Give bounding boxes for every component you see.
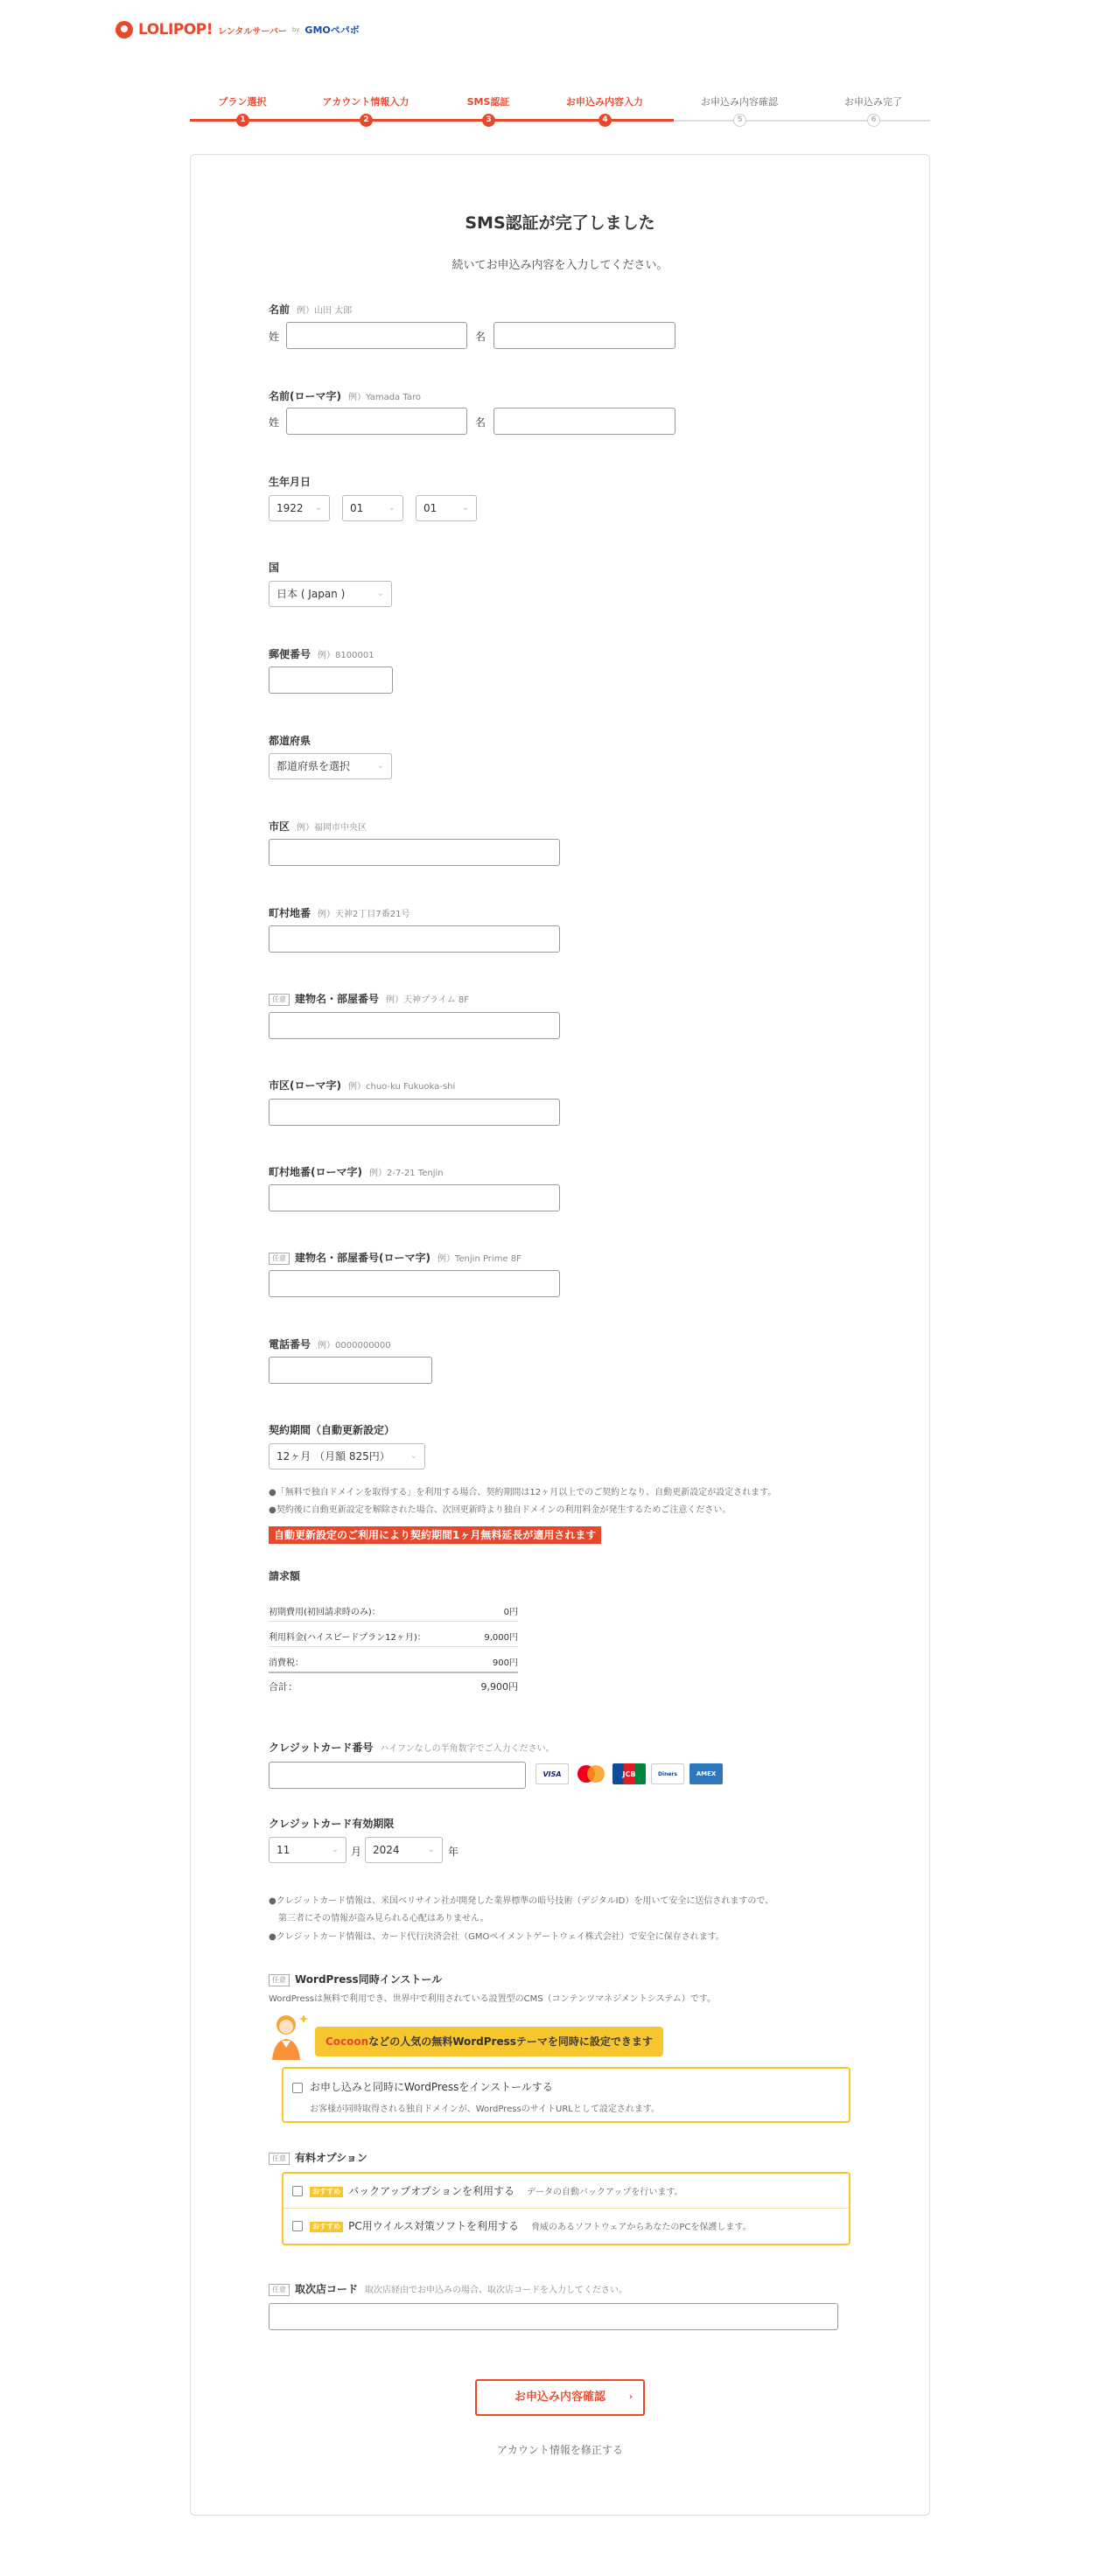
city-label: 市区 例）福岡市中央区	[269, 820, 368, 833]
town-label: 町村地番 例）天神2丁目7番21号	[269, 907, 410, 919]
billing-row: 消費税： 900円	[269, 1655, 518, 1673]
chevron-down-icon: ⌄	[388, 503, 396, 513]
step-2-dot: 2	[360, 114, 373, 127]
country-select[interactable]: 日本 ( Japan ) ⌄	[269, 581, 392, 607]
optional-badge: 任意	[269, 994, 290, 1006]
contract-select[interactable]: 12ヶ月 （月額 825円） ⌄	[269, 1443, 425, 1470]
town-roma-input[interactable]	[269, 1184, 560, 1211]
expiry-year-select[interactable]: 2024 ⌄	[365, 1837, 443, 1863]
chevron-down-icon: ⌄	[410, 1451, 417, 1461]
building-input[interactable]	[269, 1012, 560, 1039]
step-4-dot: 4	[598, 114, 612, 127]
chevron-down-icon: ⌄	[427, 1845, 435, 1854]
pref-label: 都道府県	[269, 735, 312, 747]
page-title: SMS認証が完了しました	[465, 213, 655, 233]
chevron-right-icon: ›	[628, 2392, 633, 2402]
logo-by: by	[291, 26, 300, 33]
chevron-down-icon: ⌄	[376, 761, 384, 771]
option-backup-checkbox[interactable]	[292, 2186, 303, 2196]
assistant-avatar-icon	[269, 2011, 309, 2060]
pref-select[interactable]: 都道府県を選択 ⌄	[269, 753, 392, 779]
optional-badge: 任意	[269, 1253, 290, 1265]
step-3: SMS認証	[466, 96, 510, 108]
page-subtitle: 続いてお申込み内容を入力してください。	[452, 259, 668, 272]
step-6-dot: 6	[867, 114, 880, 127]
logo-gmo: GMOペパボ	[304, 24, 360, 36]
recommend-badge: おすすめ	[310, 2222, 343, 2232]
options-box	[282, 2172, 850, 2245]
last-name-input[interactable]	[286, 322, 467, 349]
expiry-label: クレジットカード有効期限	[269, 1818, 395, 1830]
optional-badge: 任意	[269, 1974, 290, 1986]
billing-row: 利用料金(ハイスピードプラン12ヶ月)： 9,000円	[269, 1630, 518, 1647]
zip-label: 郵便番号 例）8100001	[269, 648, 374, 660]
wordpress-desc: WordPressは無料で利用でき、世界中で利用されている設置型のCMS（コンテンツマネジメントシステム）です。	[269, 1994, 716, 2004]
chevron-down-icon: ⌄	[376, 589, 384, 598]
progress-steps	[190, 94, 930, 129]
wordpress-banner: Cocoonなどの人気の無料WordPressテーマを同時に設定できます	[315, 2027, 663, 2056]
option-antivirus-row[interactable]	[284, 2209, 849, 2244]
billing-label: 請求額	[269, 1570, 301, 1582]
wordpress-install-label[interactable]: お申し込みと同時にWordPressをインストールする	[310, 2081, 553, 2093]
step-4: お申込み内容入力	[566, 96, 643, 108]
steps-line-todo	[674, 120, 930, 122]
step-6: お申込み完了	[844, 96, 902, 108]
first-name-roma-input[interactable]	[494, 408, 676, 435]
building-roma-input[interactable]	[269, 1270, 560, 1297]
modify-account-link[interactable]: アカウント情報を修正する	[497, 2444, 623, 2456]
step-2: アカウント情報入力	[322, 96, 410, 108]
logo-sub: レンタルサーバー	[217, 26, 287, 37]
building-label: 任意 建物名・部屋番号 例）天神プライム 8F	[269, 991, 469, 1006]
agency-label: 任意 取次店コード 取次店経由でお申込みの場合、取次店コードを入力してください。	[269, 2281, 627, 2296]
name-roma-mei-label: 名	[475, 416, 486, 429]
wordpress-install-box[interactable]	[282, 2067, 850, 2123]
option-backup-row[interactable]	[284, 2174, 849, 2209]
first-name-input[interactable]	[494, 322, 676, 349]
expiry-note-1b: 第三者にその情報が盗み見られる心配はありません。	[278, 1914, 489, 1923]
birth-day-select[interactable]: 01 ⌄	[416, 495, 477, 521]
town-roma-label: 町村地番(ローマ字) 例）2-7-21 Tenjin	[269, 1166, 444, 1178]
wordpress-install-checkbox[interactable]	[292, 2083, 303, 2093]
expiry-note-1: ●クレジットカード情報は、米国ベリサイン社が開発した業界標準の暗号技術（デジタルID）を用いて安全に送信されますので、	[269, 1896, 774, 1906]
recommend-badge: おすすめ	[310, 2187, 343, 2197]
step-5-dot: 5	[733, 114, 746, 127]
name-roma-label: 名前(ローマ字) 例）Yamada Taro	[269, 390, 421, 402]
step-5: お申込み内容確認	[701, 96, 778, 108]
chevron-down-icon: ⌄	[331, 1845, 339, 1854]
diners-icon: Diners	[651, 1763, 684, 1784]
optional-badge: 任意	[269, 2153, 290, 2165]
card-number-label: クレジットカード番号 ハイフンなしの半角数字でご入力ください。	[269, 1742, 555, 1754]
logo-icon	[116, 21, 133, 38]
contract-note-1: ●「無料で独自ドメインを取得する」を利用する場合、契約期間は12ヶ月以上でのご契約となり、自動更新設定が設定されます。	[269, 1488, 777, 1497]
billing-row: 初期費用(初回請求時のみ)： 0円	[269, 1604, 518, 1622]
name-label: 名前 例）山田 太郎	[269, 304, 353, 316]
name-sei-label: 姓	[269, 331, 280, 343]
expiry-month-select[interactable]: 11 ⌄	[269, 1837, 346, 1863]
last-name-roma-input[interactable]	[286, 408, 467, 435]
options-label: 任意 有料オプション	[269, 2150, 368, 2165]
step-3-dot: 3	[482, 114, 495, 127]
option-antivirus-checkbox[interactable]	[292, 2221, 303, 2231]
step-1-dot: 1	[236, 114, 249, 127]
town-input[interactable]	[269, 925, 560, 953]
card-number-input[interactable]	[269, 1762, 526, 1789]
zip-input[interactable]	[269, 667, 393, 694]
logo[interactable]	[116, 19, 360, 40]
jcb-icon: JCB	[612, 1763, 646, 1784]
chevron-down-icon: ⌄	[314, 503, 322, 513]
city-roma-label: 市区(ローマ字) 例）chuo-ku Fukuoka-shi	[269, 1079, 456, 1092]
name-roma-sei-label: 姓	[269, 416, 280, 429]
birth-month-select[interactable]: 01 ⌄	[342, 495, 403, 521]
step-1: プラン選択	[218, 96, 267, 108]
billing-total: 合計： 9,900円	[269, 1681, 518, 1693]
wordpress-install-sub: お客様が同時取得される独自ドメインが、WordPressのサイトURLとして設定されます。	[310, 2105, 661, 2114]
card-brands	[536, 1763, 723, 1784]
optional-badge: 任意	[269, 2284, 290, 2296]
logo-text: LOLIPOP!	[138, 21, 213, 38]
country-label: 国	[269, 562, 280, 574]
agency-code-input[interactable]	[269, 2303, 838, 2330]
visa-icon: VISA	[536, 1763, 569, 1784]
amex-icon: AMEX	[690, 1763, 723, 1784]
mastercard-icon	[574, 1763, 607, 1784]
wordpress-label: 任意 WordPress同時インストール	[269, 1972, 442, 1986]
expiry-note-2: ●クレジットカード情報は、カード代行決済会社（GMOペイメントゲートウェイ株式会社）で安全に保存されます。	[269, 1932, 724, 1942]
contract-promo-badge: 自動更新設定のご利用により契約期間1ヶ月無料延長が適用されます	[269, 1526, 601, 1544]
city-input[interactable]	[269, 839, 560, 866]
birth-year-select[interactable]: 1922 ⌄	[269, 495, 330, 521]
phone-input[interactable]	[269, 1357, 432, 1384]
chevron-down-icon: ⌄	[461, 503, 469, 513]
option-backup-label[interactable]: おすすめ バックアップオプションを利用する データの自動バックアップを行います。	[310, 2183, 683, 2198]
expiry-month-unit: 月	[351, 1846, 362, 1858]
phone-label: 電話番号 例）0000000000	[269, 1338, 391, 1351]
city-roma-input[interactable]	[269, 1099, 560, 1126]
option-antivirus-label[interactable]: おすすめ PC用ウイルス対策ソフトを利用する 脅威のあるソフトウェアからあなたのPCを保護します。	[310, 2218, 752, 2233]
confirm-button[interactable]: お申込み内容確認 ›	[475, 2379, 645, 2416]
contract-note-2: ●契約後に自動更新設定を解除された場合、次回更新時より独自ドメインの利用料金が発生するためご注意ください。	[269, 1505, 732, 1515]
building-roma-label: 任意 建物名・部屋番号(ローマ字) 例）Tenjin Prime 8F	[269, 1250, 522, 1265]
name-mei-label: 名	[475, 331, 486, 343]
birth-label: 生年月日	[269, 476, 312, 488]
expiry-year-unit: 年	[448, 1846, 459, 1858]
contract-label: 契約期間（自動更新設定）	[269, 1424, 396, 1436]
